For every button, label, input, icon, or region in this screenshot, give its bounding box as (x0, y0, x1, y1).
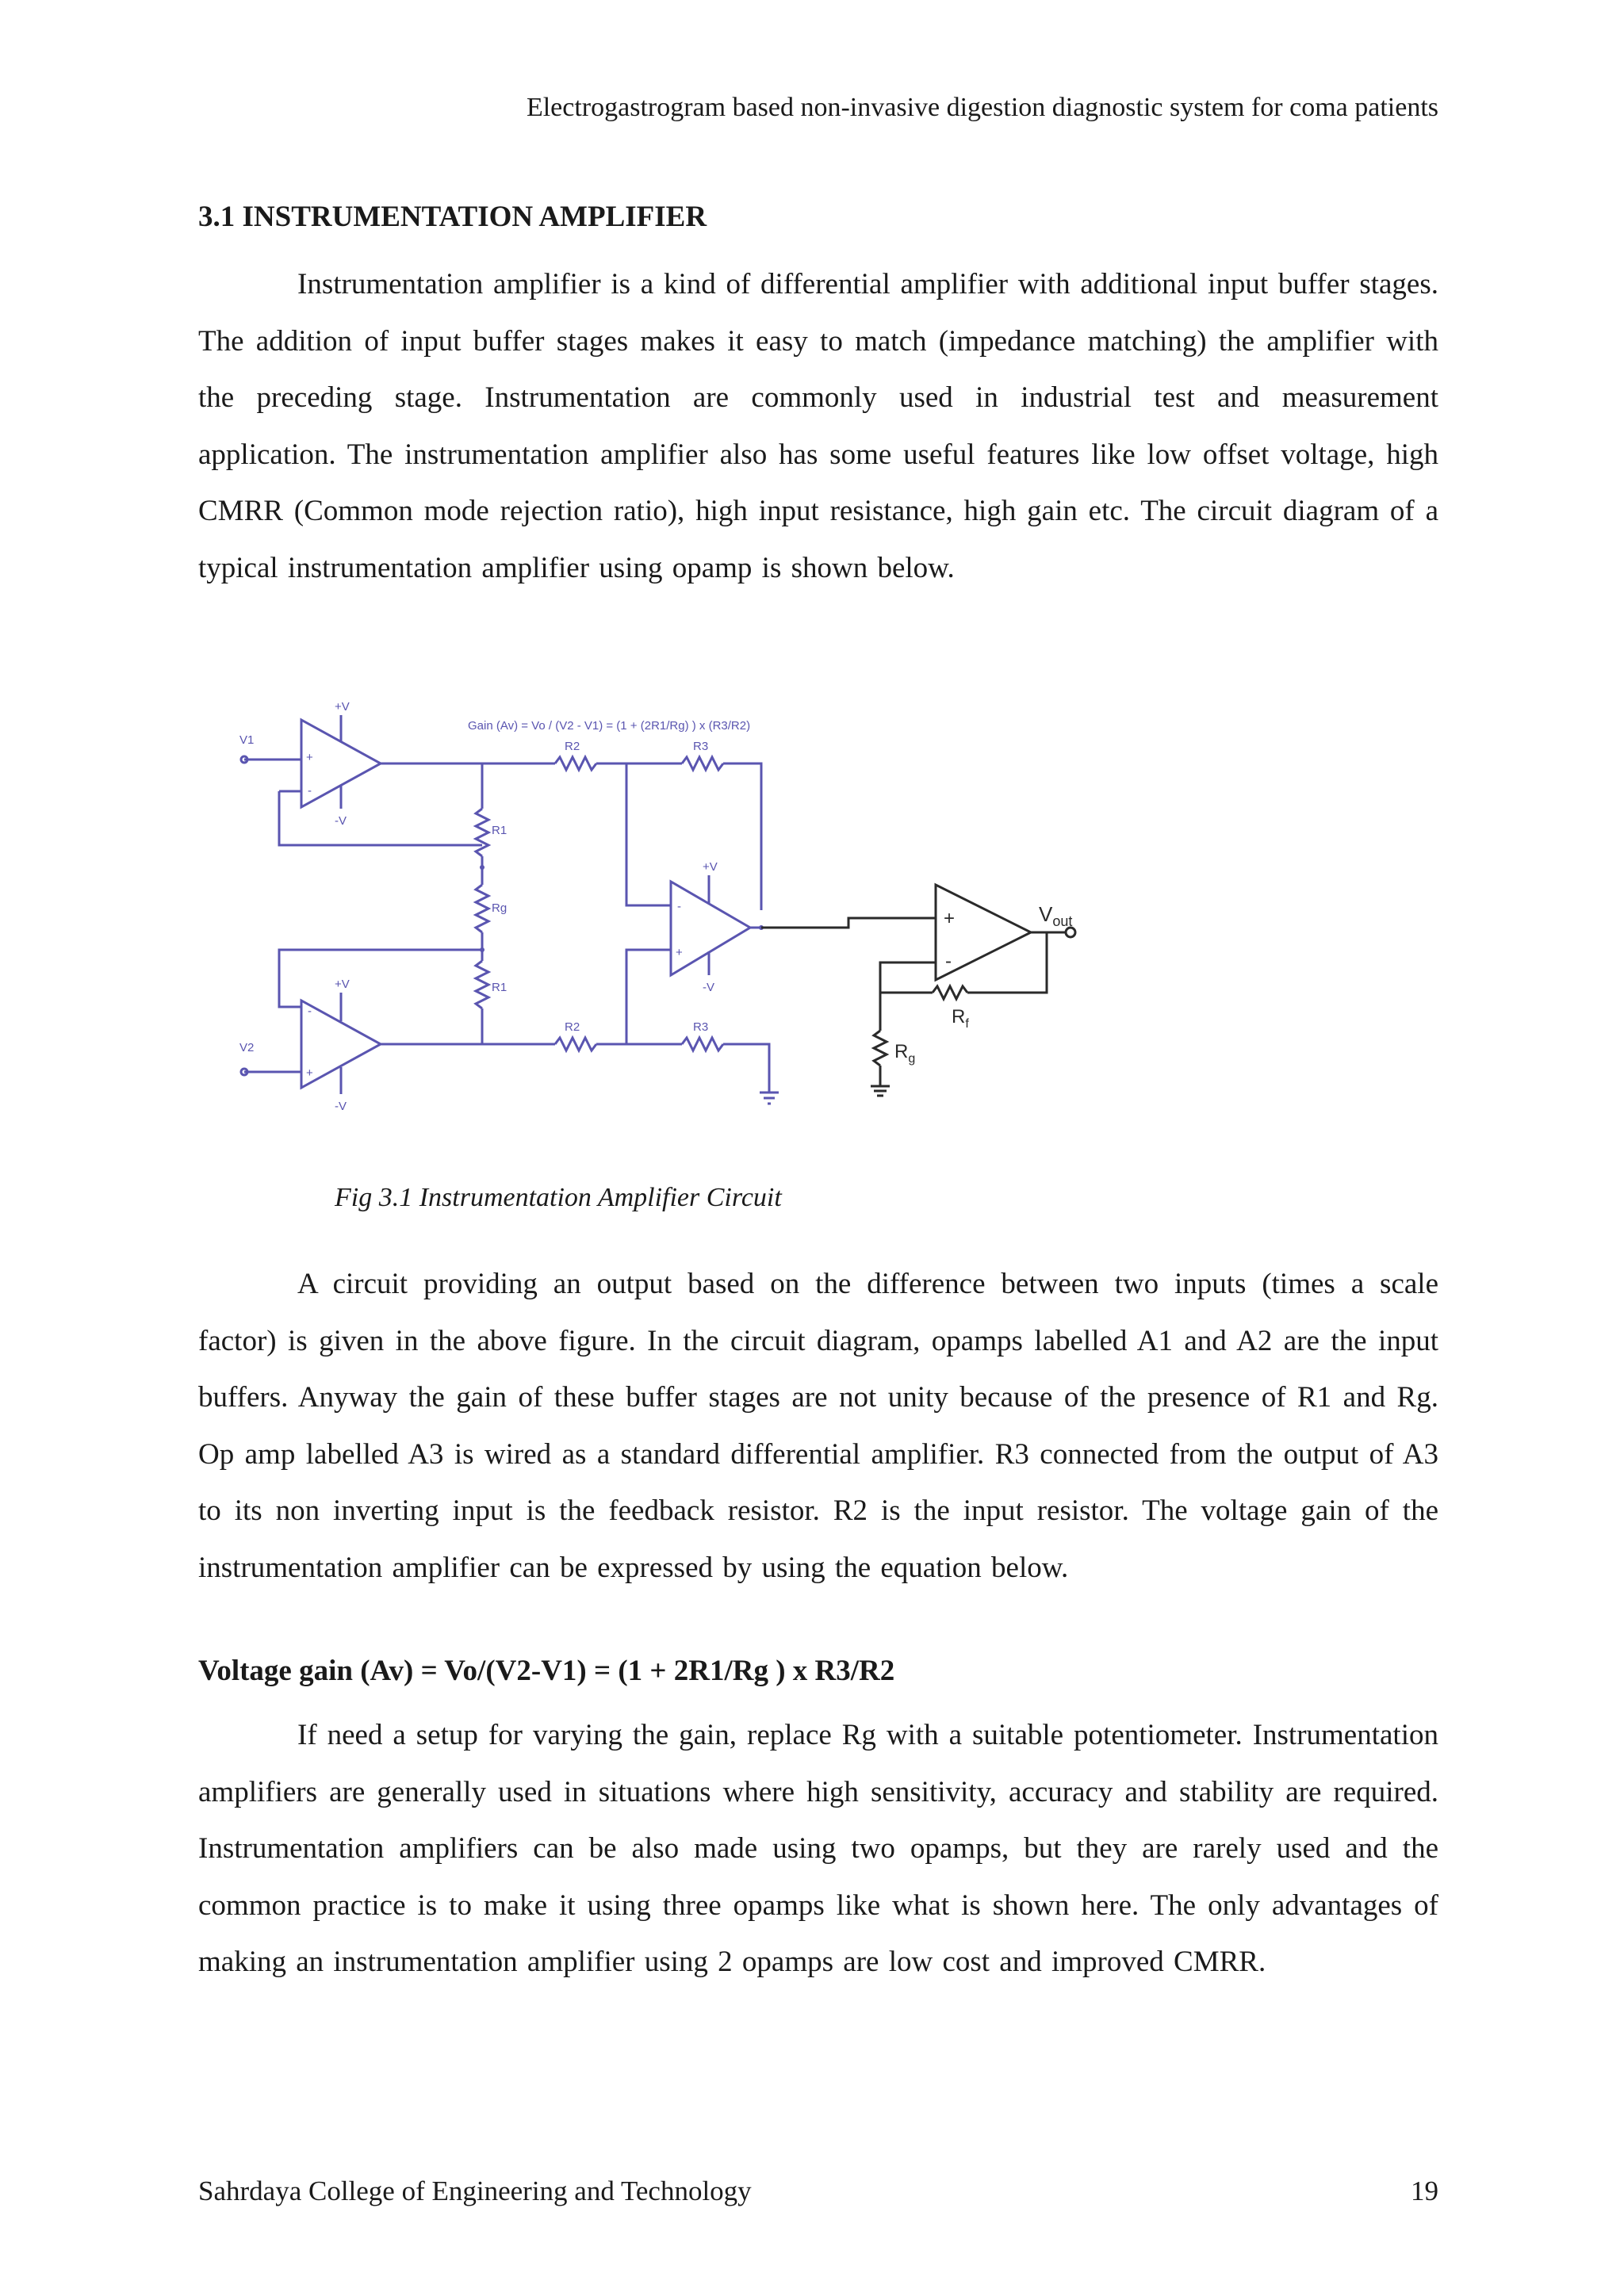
label-r2-top: R2 (565, 740, 580, 753)
circuit-diagram (222, 698, 1110, 1142)
resistor-r1-top (476, 809, 488, 856)
figure-caption: Fig 3.1 Instrumentation Amplifier Circuit (335, 1183, 782, 1212)
resistor-r1-bottom (476, 961, 488, 1008)
label-r3-bottom: R3 (693, 1020, 709, 1034)
final-minus: - (945, 951, 952, 972)
resistor-rg-final (874, 1031, 887, 1066)
wire-r3-feedback (723, 763, 761, 910)
wire-a3-plus (626, 950, 671, 1044)
page-number: 19 (1411, 2175, 1438, 2206)
a2-minus-v: -V (335, 1100, 347, 1113)
wire-r3-ground (723, 1044, 769, 1093)
a3-plus-v: +V (703, 860, 718, 874)
a3-plus: + (676, 946, 683, 959)
wire-link-final (761, 918, 936, 928)
node-a (480, 865, 485, 870)
running-header: Electrogastrogram based non-invasive digestion diagnostic system for coma patients (526, 93, 1438, 122)
voltage-gain-equation: Voltage gain (Av) = Vo/(V2-V1) = (1 + 2R1/Rg ) x R3/R2 (198, 1655, 895, 1687)
resistor-r2-top (555, 757, 596, 770)
label-vout: $V_{out}$ (1039, 902, 1073, 929)
a2-plus-v: +V (335, 978, 350, 991)
label-v1: V1 (239, 733, 255, 747)
a1-minus-v: -V (335, 814, 347, 828)
section-heading: 3.1 INSTRUMENTATION AMPLIFIER (198, 201, 707, 233)
gain-formula: Gain (Av) = Vo / (V2 - V1) = (1 + (2R1/Rg) ) x (R3/R2) (468, 719, 751, 733)
resistor-r3-top (682, 757, 723, 770)
paragraph-explanation: A circuit providing an output based on the difference between two inputs (times a scale factor) is given in the above figure. In the circuit diagram, opamps labelled A1 and A2 are the input buffers. Anyway the gain of these buffer stages are not unity because of the presence of R1 and Rg. Op amp labelled A3 is wired as a standard differential amplifier. R3 connected from the output of A3 to its non inverting input is the feedback resistor. R2 is the input resistor. The voltage gain of the instrumentation amplifier can be expressed by using the equation below. (198, 1268, 1438, 1584)
resistor-rf (933, 986, 967, 999)
paragraph-applications: If need a setup for varying the gain, replace Rg with a suitable potentiometer. Instrumentation amplifiers are generally used in situations where high sensitivity, accuracy and stability are required. Instrumentation amplifiers can be also made using two opamps, but they are rarely used and the common practice is to make it using three opamps like what is shown here. The only advantages of making an instrumentation amplifier using 2 opamps are low cost and improved CMRR. (198, 1719, 1438, 1978)
instrumentation-amplifier-svg (222, 698, 1110, 1142)
label-v2: V2 (239, 1041, 255, 1054)
resistor-r2-bottom (555, 1038, 596, 1050)
label-rg-final: $R_g$ (894, 1041, 916, 1066)
paragraph-intro: Instrumentation amplifier is a kind of differential amplifier with additional input buffer stages. The addition of input buffer stages makes it easy to match (impedance matching) the amplifier with the preceding stage. Instrumentation are commonly used in industrial test and measurement application. The instrumentation amplifier also has some useful features like low offset voltage, high CMRR (Common mode rejection ratio), high input resistance, high gain etc. The circuit diagram of a typical instrumentation amplifier using opamp is shown below. (198, 268, 1438, 584)
a2-minus: - (308, 1004, 312, 1018)
a1-feedback-b (279, 791, 482, 845)
wire-rf-right (967, 932, 1047, 993)
resistor-r3-bottom (682, 1038, 723, 1050)
label-rg: Rg (492, 901, 508, 915)
label-r2-bottom: R2 (565, 1020, 580, 1034)
label-r1-bottom: R1 (492, 981, 508, 994)
opamp-a3 (671, 882, 750, 975)
a1-plus-v: +V (335, 700, 350, 714)
wire-a3-minus (626, 763, 671, 905)
final-plus: + (944, 908, 956, 929)
resistor-rg (476, 885, 488, 932)
label-rf: $R_f$ (952, 1006, 969, 1031)
footer-institution: Sahrdaya College of Engineering and Technology (198, 2175, 752, 2206)
a1-plus: + (306, 751, 313, 764)
label-r1-top: R1 (492, 824, 508, 837)
label-r3-top: R3 (693, 740, 709, 753)
wire-final-minus (880, 962, 936, 1031)
a2-feedback (279, 950, 482, 1007)
a3-minus: - (677, 900, 681, 913)
a1-minus: - (308, 784, 312, 798)
a3-minus-v: -V (703, 981, 714, 994)
a2-plus: + (306, 1066, 313, 1080)
